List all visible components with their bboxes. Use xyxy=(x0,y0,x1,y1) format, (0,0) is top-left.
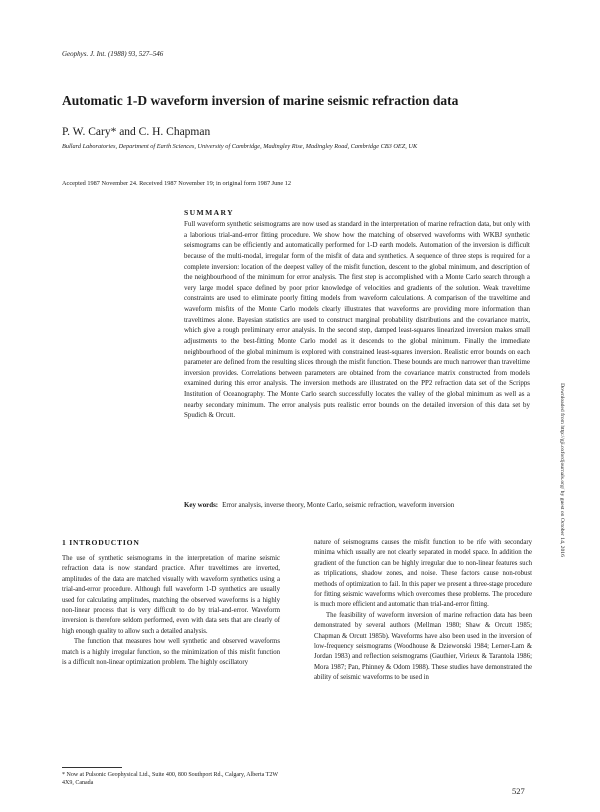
column-right xyxy=(314,538,532,684)
summary-heading: SUMMARY xyxy=(184,208,235,217)
author-affiliation: Bullard Laboratories, Department of Earth Sciences, University of Cambridge, Madingley Rise, Madingley Road, Cambridge CB3 OEZ, UK xyxy=(62,143,418,150)
download-note xyxy=(545,383,565,557)
author-list: P. W. Cary* and C. H. Chapman xyxy=(62,126,211,138)
intro-paragraph-2: The function that measures how well synthetic and observed waveforms match is a highly irregular function, so the minimization of this misfit function is a difficult non-linear optimization problem. The highly oscillatory xyxy=(62,638,280,667)
intro-paragraph-1: The use of synthetic seismograms in the interpretation of marine seismic refraction data is now standard practice. After traveltimes are inverted, amplitudes of the data are matched visually with waveform synthetics using a trial-and-error procedure. Although full waveform 1-D synthetics are usually used for calculating amplitudes, matching the observed waveforms is a highly non-linear process that is very difficult to do by trial-and-error. Waveform inversion is therefore seldom performed, even with data sets that are clearly of high enough quality to allow such a detailed analysis. xyxy=(62,555,280,635)
keywords-label: Key words: xyxy=(184,501,219,509)
right-paragraph-2: The feasibility of waveform inversion of marine refraction data has been demonstrated by several authors (Mellman 1980; Shaw & Orcutt 1985; Chapman & Orcutt 1985b). Waveforms have also been used in the inversion of low-frequency seismograms (Woodhouse & Dziewonski 1984; Lerner-Lam & Jordan 1983) and reflection seismograms (Gauthier, Virieux & Tarantola 1986; Mora 1987; Pan, Phinney & Odom 1988). These studies have demonstrated the ability of seismic waveforms to be used in xyxy=(314,611,532,682)
summary-abstract: Full waveform synthetic seismograms are now used as standard in the interpretation of marine refraction data, but only with a laborious trial-and-error fitting procedure. We show how the matching of observed waveforms with WKBJ synthetic seismograms can be efficiently and automatically performed for 1-D earth models. Automation of the inversion is difficult because of the multi-modal, irregular form of the misfit of data and synthetics. A sequence of three steps is required for a complete inversion: location of the deepest valley of the misfit function, descent to the global minimum, and description of the neighbourhood of the minimum for error analysis. The first step is accomplished with a Monte Carlo search through a very large model space defined by poor prior knowledge of velocities and gradients of the solution. Weak traveltime constraints are used to eliminate poorly fitting models from waveform calculations. A comparison of the traveltime and waveform misfits of the Monte Carlo models clearly illustrates that waveforms are providing more information than traveltimes alone. Bayesian statistics are used to construct marginal probability distributions and the covariance matrix, which give a rough preliminary error analysis. In the second step, damped least-squares linearized inversion makes small adjustments to the best-fitting Monte Carlo model as it descends to the global minimum. Finally the immediate neighbourhood of the global minimum is explored with constrained least-squares inversion. Realistic error bounds on each parameter are defined from the resulting slices through the misfit function. These bounds are much narrower than traveltime inversion provides. Correlations between parameters are obtained from the covariance matrix constructed from models examined during this error analysis. The inversion methods are illustrated on the PP2 refraction data set of the Scripps Institution of Oceanography. The Monte Carlo search successfully locates the valley of the global minimum as well as a nearby secondary minimum. The error analysis puts realistic error bounds on the detailed inversion of this data set by Spudich & Orcutt. xyxy=(184,220,530,420)
download-note-text: Downloaded from http://gji.oxfordjournals.org/ by guest on October 14, 2016 xyxy=(559,383,565,557)
column-left xyxy=(62,538,280,668)
keywords-list: Error analysis, inverse theory, Monte Carlo, seismic refraction, waveform inversion xyxy=(222,501,455,509)
publication-dates: Accepted 1987 November 24. Received 1987 November 19; in original form 1987 June 12 xyxy=(62,180,292,187)
paper-title: Automatic 1-D waveform inversion of marine seismic refraction data xyxy=(62,93,459,108)
journal-reference: Geophys. J. Int. (1988) 93, 527–546 xyxy=(62,50,164,58)
keywords xyxy=(184,500,530,511)
page-number: 527 xyxy=(512,786,525,796)
footnote-divider xyxy=(62,767,122,768)
section-heading-introduction: 1 INTRODUCTION xyxy=(62,538,140,547)
right-paragraph-1: nature of seismograms causes the misfit function to be rife with secondary minima which usually are not clearly separated in model space. In addition the gradient of the function can be highly irregular due to non-linear features such as triplications, shadow zones, and noise. These factors cause non-robust methods of optimization to fail. In this paper we present a three-stage procedure for fitting seismic waveforms which overcomes these problems. The procedure is much more efficient and automatic than trial-and-error fitting. xyxy=(314,539,532,609)
footnote: * Now at Pulsonic Geophysical Ltd., Suite 400, 800 Southport Rd., Calgary, Alberta T2W 4X9, Canada xyxy=(62,772,278,787)
